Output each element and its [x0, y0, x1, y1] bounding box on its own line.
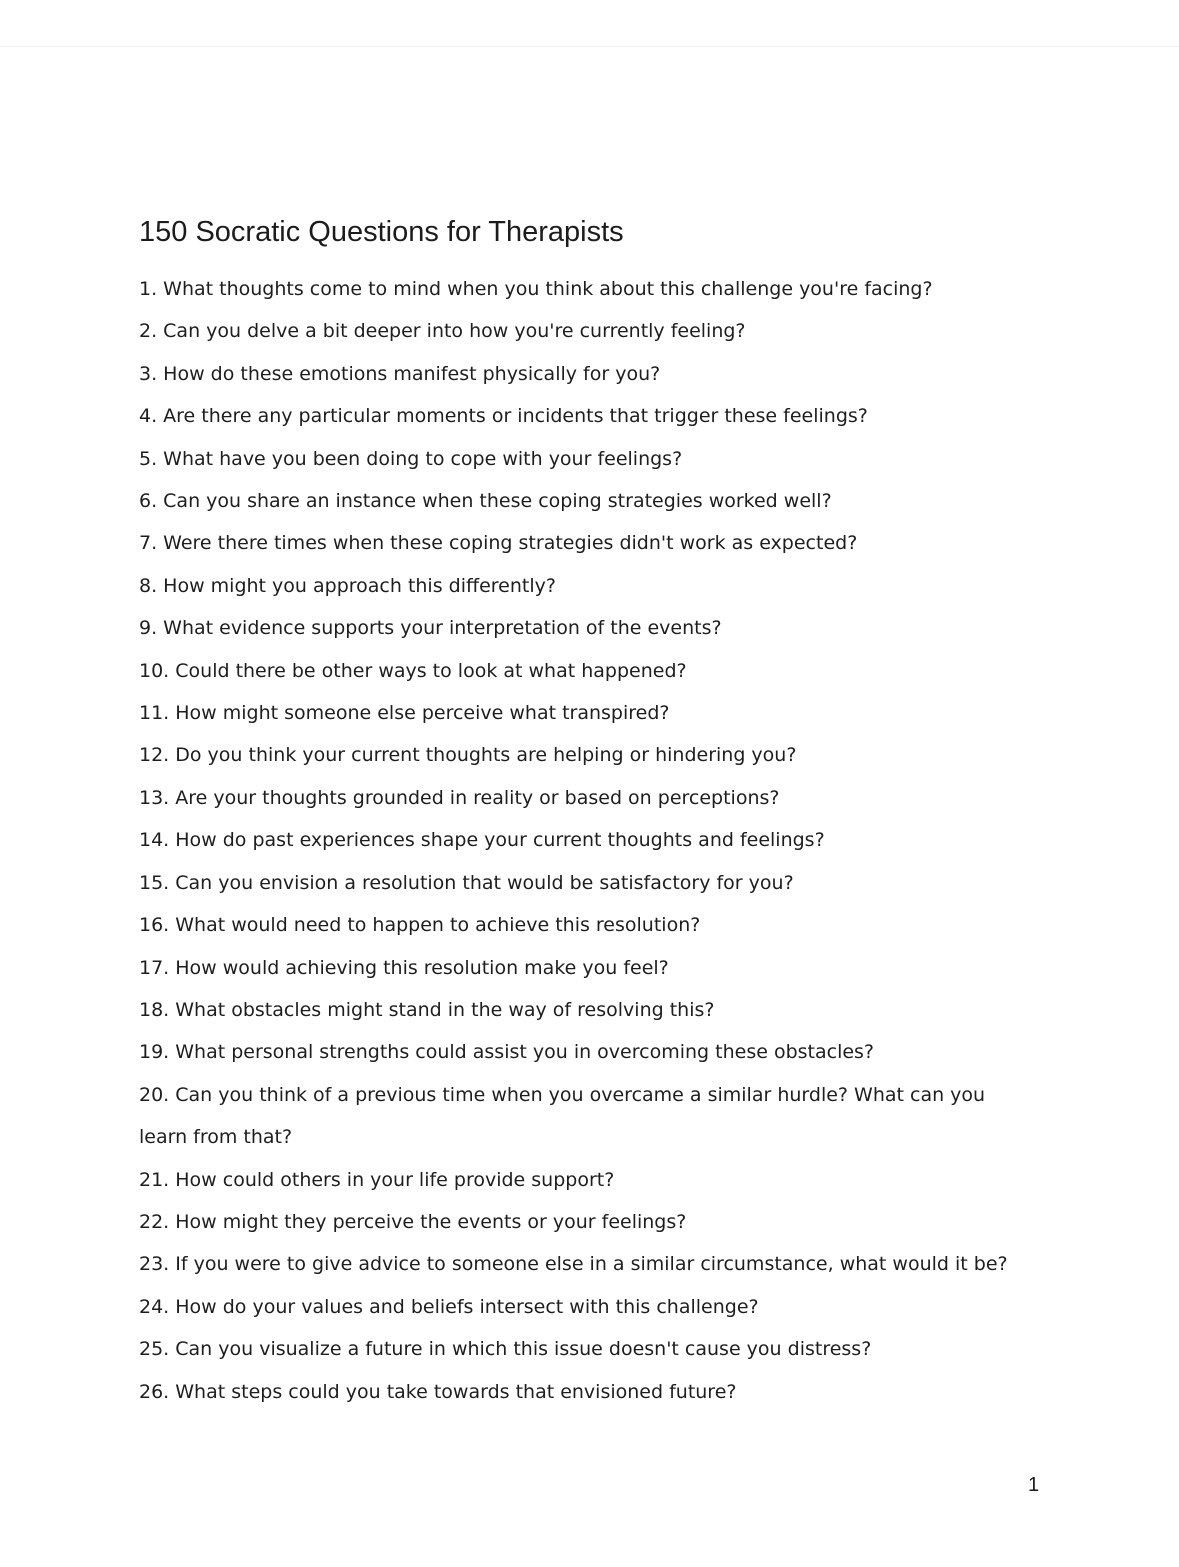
- question-item: 23. If you were to give advice to someone else in a similar circumstance, what would it be?: [139, 1253, 1008, 1276]
- question-item: 18. What obstacles might stand in the way of resolving this?: [139, 998, 715, 1021]
- question-item: 26. What steps could you take towards that envisioned future?: [139, 1380, 737, 1403]
- question-item: 13. Are your thoughts grounded in reality or based on perceptions?: [139, 786, 780, 809]
- question-item: 19. What personal strengths could assist you in overcoming these obstacles?: [139, 1041, 875, 1064]
- question-item: 11. How might someone else perceive what transpired?: [139, 702, 670, 725]
- question-item: 6. Can you share an instance when these coping strategies worked well?: [139, 490, 832, 513]
- question-item: 12. Do you think your current thoughts are helping or hindering you?: [139, 744, 797, 767]
- question-item: 5. What have you been doing to cope with your feelings?: [139, 447, 683, 470]
- question-item: 7. Were there times when these coping strategies didn't work as expected?: [139, 532, 858, 555]
- page-top-edge: [0, 46, 1179, 47]
- question-item: 15. Can you envision a resolution that would be satisfactory for you?: [139, 871, 794, 894]
- question-item: 25. Can you visualize a future in which this issue doesn't cause you distress?: [139, 1338, 872, 1361]
- question-item: 22. How might they perceive the events or your feelings?: [139, 1210, 687, 1233]
- question-item: 8. How might you approach this differently?: [139, 574, 556, 597]
- question-item: 4. Are there any particular moments or incidents that trigger these feelings?: [139, 405, 868, 428]
- question-item: 3. How do these emotions manifest physically for you?: [139, 362, 661, 385]
- document-title: 150 Socratic Questions for Therapists: [139, 216, 624, 248]
- question-item: 24. How do your values and beliefs intersect with this challenge?: [139, 1295, 759, 1318]
- page-number: 1: [1028, 1474, 1040, 1496]
- question-item: 9. What evidence supports your interpretation of the events?: [139, 617, 722, 640]
- question-item: 1. What thoughts come to mind when you think about this challenge you're facing?: [139, 278, 933, 300]
- question-item: 16. What would need to happen to achieve this resolution?: [139, 914, 701, 937]
- question-item: 17. How would achieving this resolution make you feel?: [139, 956, 669, 979]
- question-item: 14. How do past experiences shape your current thoughts and feelings?: [139, 829, 825, 852]
- question-list: [139, 268, 1039, 1413]
- question-item: 21. How could others in your life provide support?: [139, 1168, 615, 1191]
- question-item: 20. Can you think of a previous time when you overcame a similar hurdle? What can you learn from that?: [139, 1083, 986, 1149]
- question-item: 2. Can you delve a bit deeper into how you're currently feeling?: [139, 320, 746, 343]
- question-item: 10. Could there be other ways to look at what happened?: [139, 659, 687, 682]
